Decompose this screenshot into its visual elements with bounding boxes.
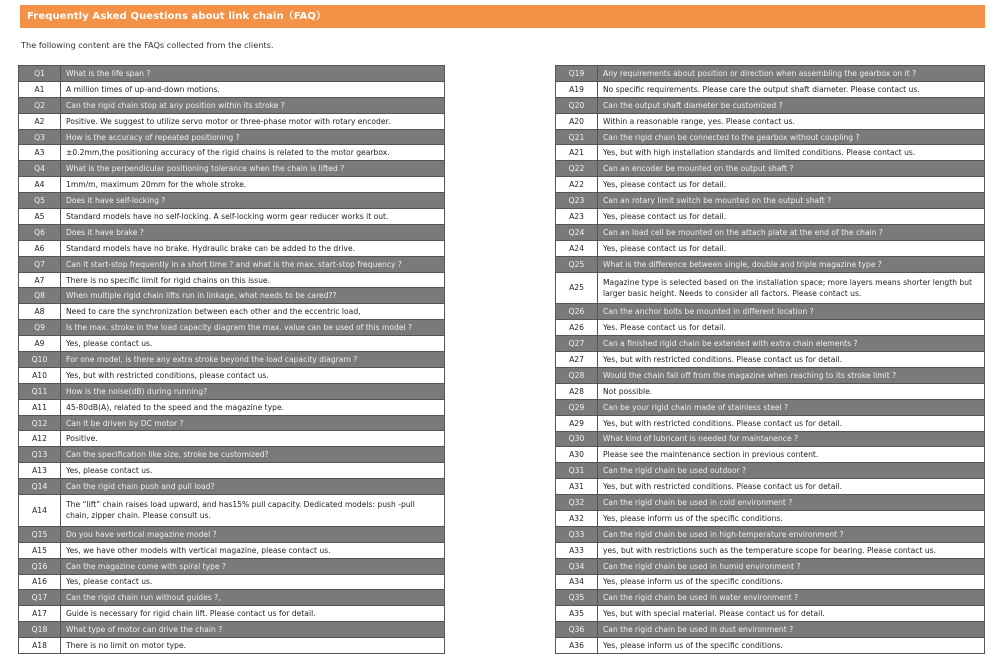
answer-number: A9: [19, 336, 61, 352]
answer-text: Yes, please contact us for detail.: [598, 177, 985, 193]
question-text: Can the rigid chain stop at any position within its stroke ?: [61, 97, 445, 113]
answer-number: A19: [556, 81, 598, 97]
answer-number: A28: [556, 383, 598, 399]
question-number: Q4: [19, 161, 61, 177]
faq-answer-row: [556, 383, 985, 399]
question-number: Q1: [19, 66, 61, 82]
question-text: Can an load cell be mounted on the attach plate at the end of the chain ?: [598, 224, 985, 240]
answer-text: Yes, please contact us.: [61, 336, 445, 352]
answer-text: 45-80dB(A), related to the speed and the magazine type.: [61, 399, 445, 415]
faq-question-row: [556, 399, 985, 415]
question-text: Can the rigid chain run without guides ?,: [61, 590, 445, 606]
question-number: Q30: [556, 431, 598, 447]
question-text: Can it be driven by DC motor ?: [61, 415, 445, 431]
faq-question-row: [556, 161, 985, 177]
question-number: Q19: [556, 66, 598, 82]
answer-text: Magazine type is selected based on the installation space; more layers means shorter length but larger basic height. Needs to consider all factors. Please contact us.: [598, 272, 985, 304]
answer-number: A23: [556, 209, 598, 225]
answer-text: Positive.: [61, 431, 445, 447]
faq-question-row: [556, 463, 985, 479]
answer-number: A33: [556, 542, 598, 558]
answer-text: No specific requirements. Please care the output shaft diameter. Please contact us.: [598, 81, 985, 97]
question-number: Q29: [556, 399, 598, 415]
question-number: Q26: [556, 304, 598, 320]
answer-number: A30: [556, 447, 598, 463]
faq-question-row: [556, 367, 985, 383]
question-text: Does it have brake ?: [61, 224, 445, 240]
question-text: Can the rigid chain be used in water environment ?: [598, 590, 985, 606]
faq-question-row: [19, 66, 445, 82]
question-text: What is the perpendicular positioning tolerance when the chain is lifted ?: [61, 161, 445, 177]
faq-question-row: [19, 193, 445, 209]
question-number: Q16: [19, 558, 61, 574]
faq-answer-row: [556, 352, 985, 368]
answer-number: A22: [556, 177, 598, 193]
faq-question-row: [19, 383, 445, 399]
faq-answer-row: [556, 145, 985, 161]
faq-question-row: [556, 97, 985, 113]
answer-text: Yes, but with high installation standards and limited conditions. Please contact us.: [598, 145, 985, 161]
answer-number: A26: [556, 320, 598, 336]
faq-question-row: [19, 320, 445, 336]
answer-text: Yes, please inform us of the specific conditions.: [598, 638, 985, 654]
question-number: Q20: [556, 97, 598, 113]
faq-answer-row: [556, 320, 985, 336]
faq-answer-row: [556, 510, 985, 526]
answer-number: A5: [19, 209, 61, 225]
question-text: Can the specification like size, stroke be customized?: [61, 447, 445, 463]
answer-number: A15: [19, 542, 61, 558]
faq-question-row: [19, 288, 445, 304]
faq-answer-row: [19, 399, 445, 415]
faq-answer-row: [556, 606, 985, 622]
answer-text: Yes, please contact us.: [61, 463, 445, 479]
question-text: When multiple rigid chain lifts run in linkage, what needs to be cared??: [61, 288, 445, 304]
answer-text: ±0.2mm,the positioning accuracy of the rigid chains is related to the motor gearbox.: [61, 145, 445, 161]
faq-question-row: [19, 161, 445, 177]
faq-question-row: [19, 224, 445, 240]
question-number: Q25: [556, 256, 598, 272]
answer-text: Please see the maintenance section in previous content.: [598, 447, 985, 463]
question-text: Can an encoder be mounted on the output shaft ?: [598, 161, 985, 177]
question-text: Can a finished rigid chain be extended with extra chain elements ?: [598, 336, 985, 352]
faq-answer-row: [556, 415, 985, 431]
question-text: Can the rigid chain be used outdoor ?: [598, 463, 985, 479]
answer-number: A12: [19, 431, 61, 447]
faq-answer-row: [19, 145, 445, 161]
answer-text: The “lift” chain raises load upward, and has15% pull capacity. Dedicated models: push -pull chain, zipper chain. Please consult us.: [61, 495, 445, 527]
faq-answer-row: [19, 336, 445, 352]
answer-number: A24: [556, 240, 598, 256]
faq-answer-row: [556, 81, 985, 97]
answer-text: 1mm/m, maximum 20mm for the whole stroke.: [61, 177, 445, 193]
answer-number: A17: [19, 606, 61, 622]
faq-question-row: [19, 622, 445, 638]
faq-question-row: [556, 558, 985, 574]
question-text: Would the chain fall off from the magazine when reaching to its stroke limit ?: [598, 367, 985, 383]
faq-answer-row: [19, 574, 445, 590]
faq-question-row: [556, 495, 985, 511]
faq-question-row: [556, 193, 985, 209]
question-text: Can an rotary limit switch be mounted on the output shaft ?: [598, 193, 985, 209]
question-number: Q11: [19, 383, 61, 399]
answer-text: Need to care the synchronization between each other and the eccentric load,: [61, 304, 445, 320]
answer-number: A35: [556, 606, 598, 622]
answer-text: Not possible.: [598, 383, 985, 399]
question-text: Can the rigid chain be used in cold environment ?: [598, 495, 985, 511]
faq-question-row: [19, 415, 445, 431]
faq-answer-row: [19, 606, 445, 622]
answer-text: Yes, but with special material. Please contact us for detail.: [598, 606, 985, 622]
faq-answer-row: [19, 463, 445, 479]
answer-number: A25: [556, 272, 598, 304]
answer-number: A32: [556, 510, 598, 526]
question-number: Q13: [19, 447, 61, 463]
answer-text: Guide is necessary for rigid chain lift. Please contact us for detail.: [61, 606, 445, 622]
question-number: Q34: [556, 558, 598, 574]
answer-number: A21: [556, 145, 598, 161]
faq-answer-row: [19, 495, 445, 527]
faq-question-row: [19, 558, 445, 574]
faq-answer-row: [556, 209, 985, 225]
question-text: Can the rigid chain be used in high-temperature environment ?: [598, 526, 985, 542]
faq-answer-row: [19, 113, 445, 129]
answer-number: A3: [19, 145, 61, 161]
question-text: How is the noise(dB) during running?: [61, 383, 445, 399]
question-number: Q12: [19, 415, 61, 431]
question-text: Does it have self-locking ?: [61, 193, 445, 209]
faq-answer-row: [19, 272, 445, 288]
answer-number: A16: [19, 574, 61, 590]
question-number: Q5: [19, 193, 61, 209]
question-number: Q24: [556, 224, 598, 240]
answer-number: A13: [19, 463, 61, 479]
faq-question-row: [19, 590, 445, 606]
question-text: Can the rigid chain be used in humid environment ?: [598, 558, 985, 574]
answer-text: A million times of up-and-down motions.: [61, 81, 445, 97]
answer-text: Yes, please inform us of the specific conditions.: [598, 574, 985, 590]
faq-question-row: [556, 304, 985, 320]
page-title-banner: [20, 5, 985, 28]
question-number: Q9: [19, 320, 61, 336]
faq-table-right: [555, 65, 985, 654]
answer-text: Yes. Please contact us for detail.: [598, 320, 985, 336]
question-number: Q32: [556, 495, 598, 511]
question-text: Can it start-stop frequently in a short time ? and what is the max. start-stop frequency ?: [61, 256, 445, 272]
page-title: Frequently Asked Questions about link chain（FAQ）: [27, 11, 327, 22]
answer-number: A7: [19, 272, 61, 288]
faq-answer-row: [19, 240, 445, 256]
answer-number: A11: [19, 399, 61, 415]
answer-text: Yes, but with restricted conditions. Please contact us for detail.: [598, 415, 985, 431]
faq-question-row: [19, 97, 445, 113]
answer-number: A29: [556, 415, 598, 431]
question-text: Is the max. stroke in the load capacity diagram the max. value can be used of this model ?: [61, 320, 445, 336]
question-number: Q23: [556, 193, 598, 209]
question-text: What is the difference between single, double and triple magazine type ?: [598, 256, 985, 272]
question-number: Q21: [556, 129, 598, 145]
faq-question-row: [556, 590, 985, 606]
answer-text: Yes, please contact us for detail.: [598, 209, 985, 225]
answer-number: A8: [19, 304, 61, 320]
question-text: Can the rigid chain push and pull load?: [61, 479, 445, 495]
answer-text: Yes, please contact us.: [61, 574, 445, 590]
faq-question-row: [19, 447, 445, 463]
question-text: Can the rigid chain be connected to the gearbox without coupling ?: [598, 129, 985, 145]
question-text: Can the anchor bolts be mounted in different location ?: [598, 304, 985, 320]
question-number: Q2: [19, 97, 61, 113]
answer-number: A34: [556, 574, 598, 590]
faq-answer-row: [19, 431, 445, 447]
faq-answer-row: [19, 177, 445, 193]
question-number: Q36: [556, 622, 598, 638]
faq-table-left: [18, 65, 445, 654]
answer-text: There is no specific limit for rigid chains on this issue.: [61, 272, 445, 288]
question-number: Q35: [556, 590, 598, 606]
faq-answer-row: [19, 304, 445, 320]
answer-text: Standard models have no self-locking. A self-locking worm gear reducer works it out.: [61, 209, 445, 225]
question-number: Q22: [556, 161, 598, 177]
faq-question-row: [19, 526, 445, 542]
answer-number: A36: [556, 638, 598, 654]
answer-number: A10: [19, 367, 61, 383]
answer-text: Within a reasonable range, yes. Please contact us.: [598, 113, 985, 129]
answer-text: Standard models have no brake. Hydraulic brake can be added to the drive.: [61, 240, 445, 256]
answer-text: Yes, but with restricted conditions, please contact us.: [61, 367, 445, 383]
question-number: Q33: [556, 526, 598, 542]
question-number: Q31: [556, 463, 598, 479]
faq-question-row: [19, 352, 445, 368]
question-number: Q15: [19, 526, 61, 542]
answer-number: A14: [19, 495, 61, 527]
question-number: Q10: [19, 352, 61, 368]
answer-number: A27: [556, 352, 598, 368]
answer-number: A31: [556, 479, 598, 495]
question-text: Can be your rigid chain made of stainless steel ?: [598, 399, 985, 415]
faq-answer-row: [556, 113, 985, 129]
faq-question-row: [556, 256, 985, 272]
answer-text: Yes, please inform us of the specific conditions.: [598, 510, 985, 526]
question-number: Q17: [19, 590, 61, 606]
faq-answer-row: [19, 81, 445, 97]
answer-text: Yes, but with restricted conditions. Please contact us for detail.: [598, 479, 985, 495]
faq-question-row: [556, 431, 985, 447]
faq-answer-row: [19, 542, 445, 558]
answer-text: There is no limit on motor type.: [61, 638, 445, 654]
faq-answer-row: [556, 542, 985, 558]
faq-question-row: [556, 336, 985, 352]
question-text: For one model, is there any extra stroke beyond the load capacity diagram ?: [61, 352, 445, 368]
question-text: What kind of lubricant is needed for maintanence ?: [598, 431, 985, 447]
answer-text: Yes, we have other models with vertical magazine, please contact us.: [61, 542, 445, 558]
faq-answer-row: [556, 447, 985, 463]
question-number: Q14: [19, 479, 61, 495]
answer-number: A18: [19, 638, 61, 654]
question-text: Can the magazine come with spiral type ?: [61, 558, 445, 574]
faq-answer-row: [556, 574, 985, 590]
faq-question-row: [556, 622, 985, 638]
question-text: What type of motor can drive the chain ?: [61, 622, 445, 638]
question-number: Q7: [19, 256, 61, 272]
faq-question-row: [556, 66, 985, 82]
faq-answer-row: [19, 209, 445, 225]
question-text: What is the life span ?: [61, 66, 445, 82]
question-text: Any requirements about position or direction when assembling the gearbox on it ?: [598, 66, 985, 82]
faq-question-row: [19, 256, 445, 272]
faq-question-row: [556, 526, 985, 542]
question-number: Q3: [19, 129, 61, 145]
faq-question-row: [556, 224, 985, 240]
question-number: Q6: [19, 224, 61, 240]
answer-number: A2: [19, 113, 61, 129]
question-text: How is the accuracy of repeated positioning ?: [61, 129, 445, 145]
answer-text: yes, but with restrictions such as the temperature scope for bearing. Please contact us.: [598, 542, 985, 558]
answer-number: A4: [19, 177, 61, 193]
question-number: Q28: [556, 367, 598, 383]
faq-answer-row: [556, 638, 985, 654]
faq-answer-row: [556, 240, 985, 256]
answer-text: Yes, but with restricted conditions. Please contact us for detail.: [598, 352, 985, 368]
faq-question-row: [19, 129, 445, 145]
answer-text: Positive. We suggest to utilize servo motor or three-phase motor with rotary encoder.: [61, 113, 445, 129]
faq-answer-row: [556, 479, 985, 495]
faq-answer-row: [556, 272, 985, 304]
question-number: Q8: [19, 288, 61, 304]
faq-question-row: [556, 129, 985, 145]
answer-number: A6: [19, 240, 61, 256]
intro-text: The following content are the FAQs collected from the clients.: [21, 40, 274, 50]
question-text: Do you have vertical magazine model ?: [61, 526, 445, 542]
faq-answer-row: [19, 367, 445, 383]
question-text: Can the rigid chain be used in dust environment ?: [598, 622, 985, 638]
faq-answer-row: [19, 638, 445, 654]
question-number: Q18: [19, 622, 61, 638]
faq-answer-row: [556, 177, 985, 193]
question-number: Q27: [556, 336, 598, 352]
answer-text: Yes, please contact us for detail.: [598, 240, 985, 256]
answer-number: A20: [556, 113, 598, 129]
faq-question-row: [19, 479, 445, 495]
answer-number: A1: [19, 81, 61, 97]
question-text: Can the output shaft diameter be customized ?: [598, 97, 985, 113]
